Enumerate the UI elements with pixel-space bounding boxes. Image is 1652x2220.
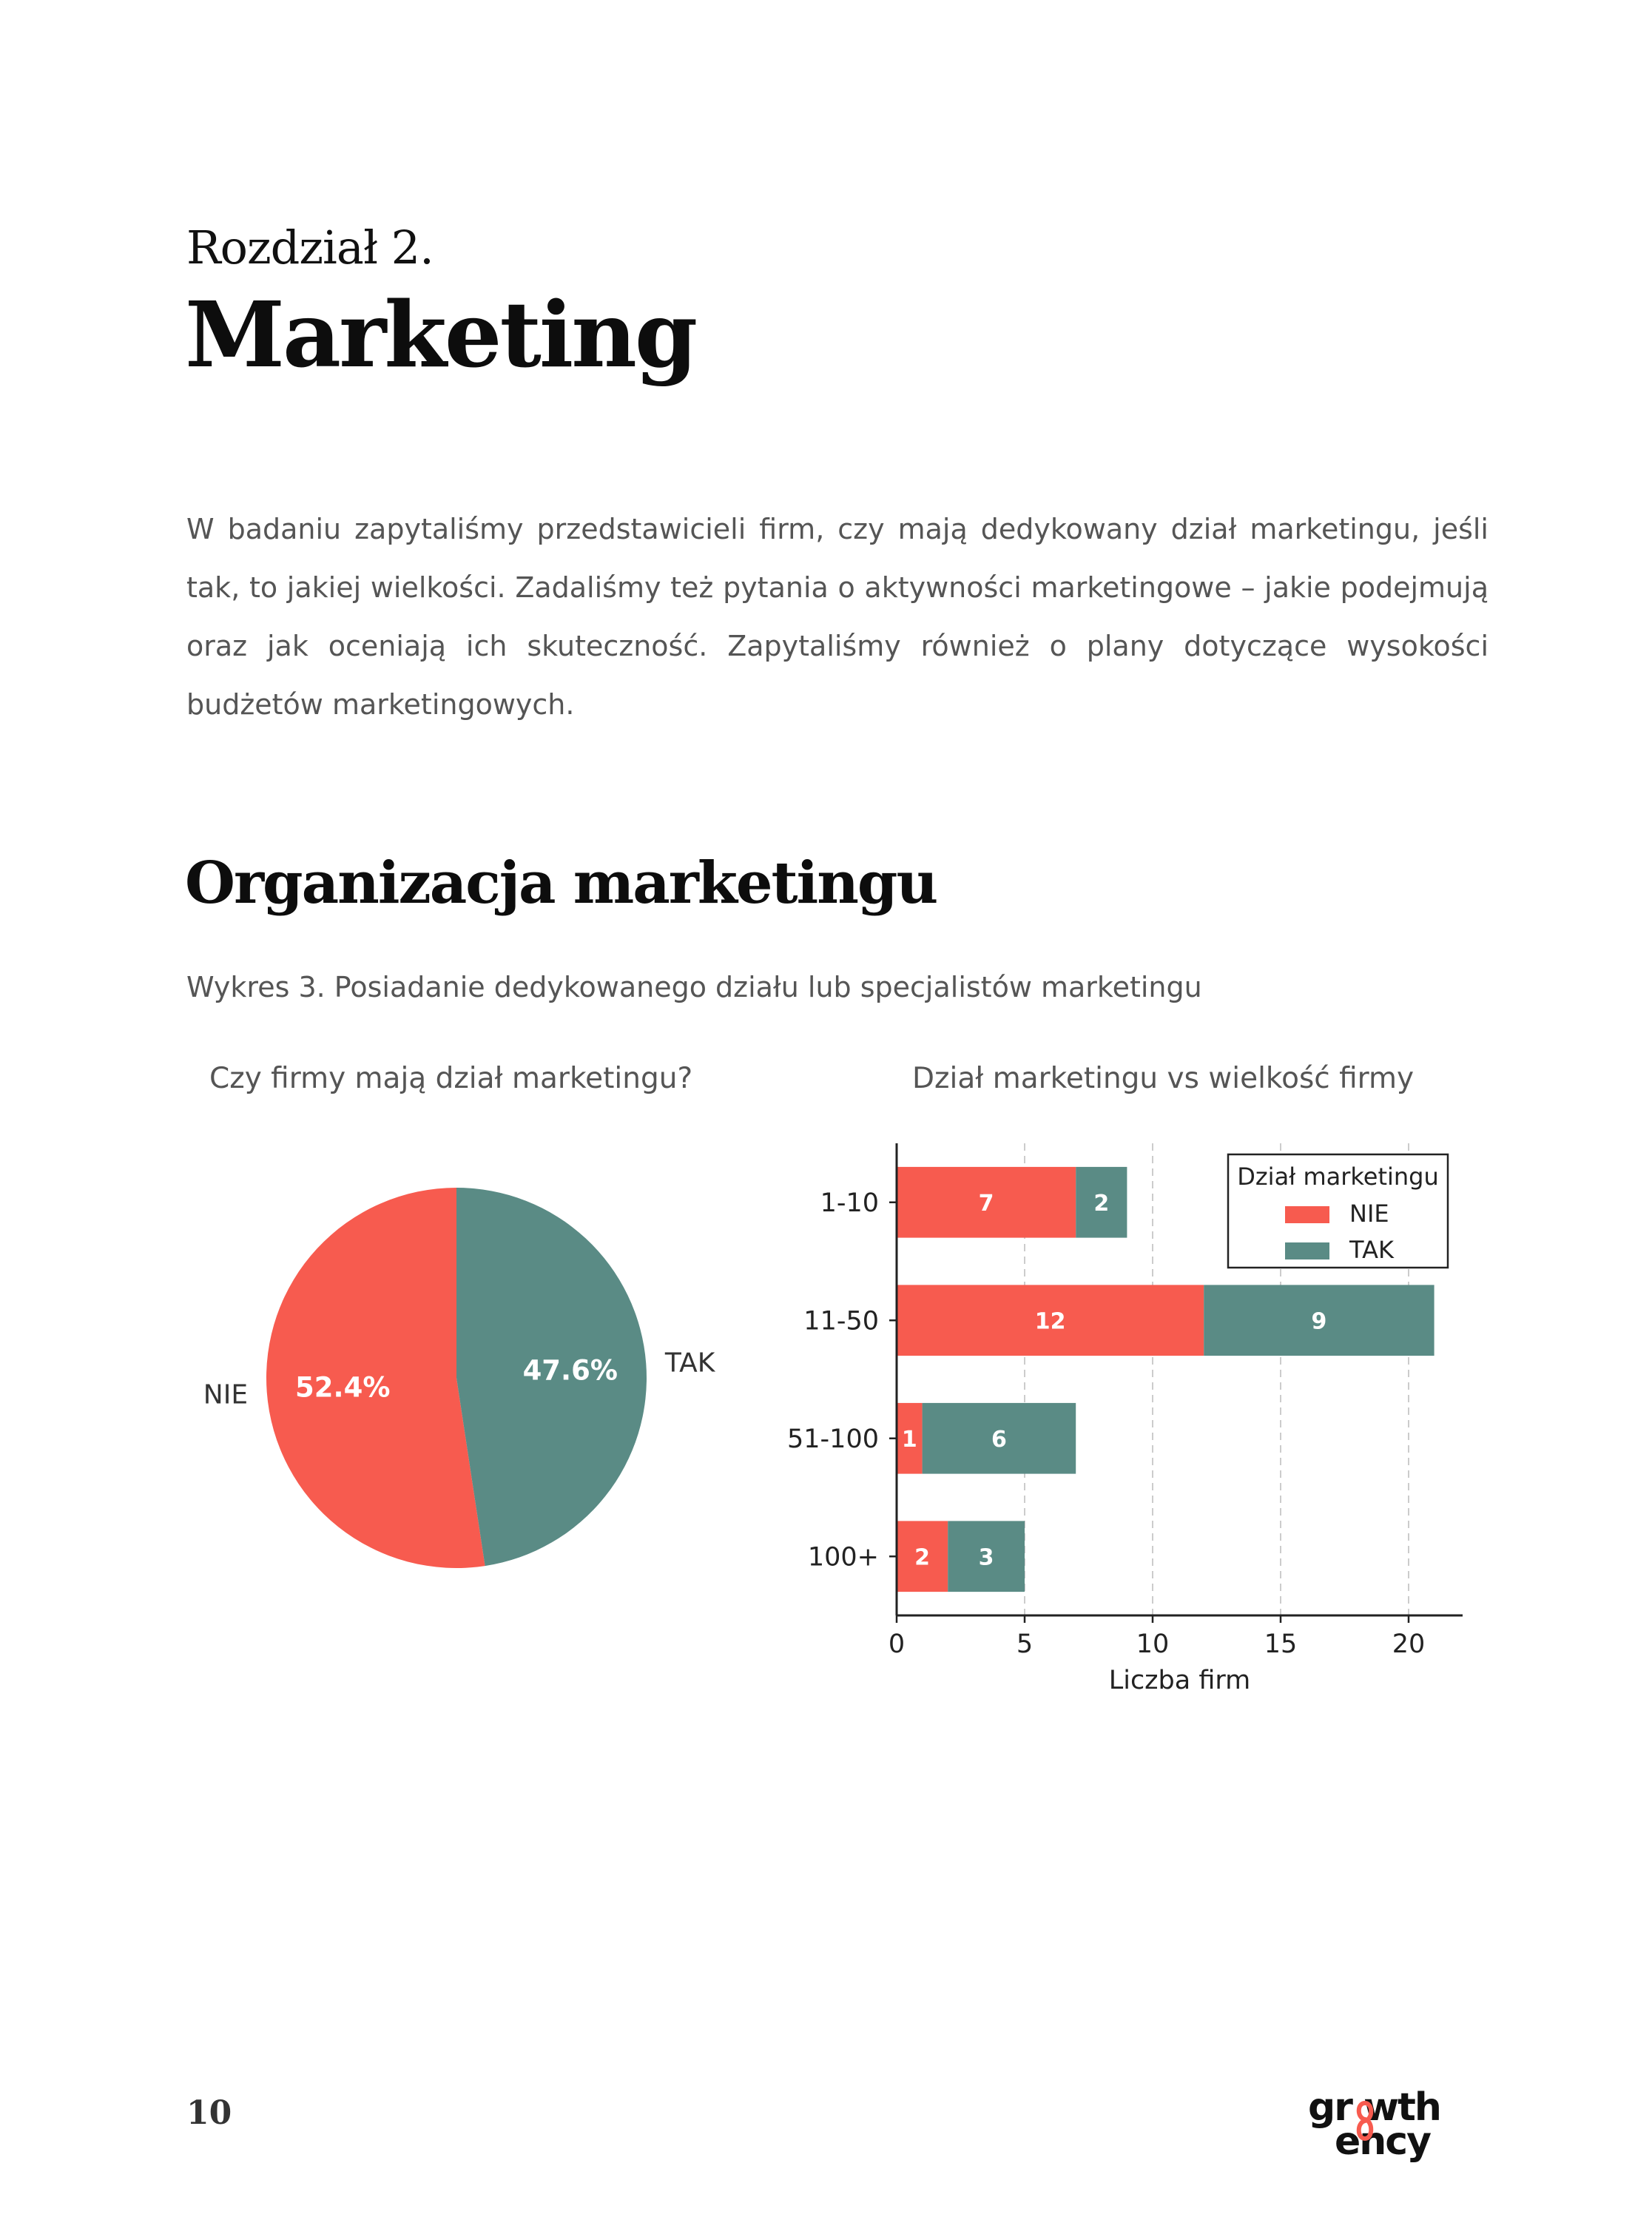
growth-agency-logo [1308,2085,1471,2164]
pie-chart-title: Czy firmy mają dział marketingu? [209,1062,693,1095]
figure-caption: Wykres 3. Posiadanie dedykowanego działu lub specjalistów marketingu [186,971,1202,1003]
y-tick-label: 11-50 [803,1306,879,1336]
section-title: Organizacja marketingu [185,850,937,917]
pie-value-label-nie: 52.4% [295,1371,391,1404]
chapter-label: Rozdział 2. [186,221,434,275]
bar-chart-title: Dział marketingu vs wielkość firmy [912,1062,1415,1095]
legend-label-tak: TAK [1349,1236,1394,1264]
bar-value-label: 1 [901,1426,917,1453]
intro-paragraph: W badaniu zapytaliśmy przedstawicieli firm, czy mają dedykowany dział marketingu, jeśli tak, to jakiej wielkości. Zadaliśmy też pytania o aktywności marketingowe – jakie podejmują oraz jak oceniają ich skuteczność. Zapytaliśmy również o plany dotyczące wysokości budżetów marketingowych. [186,513,1489,721]
x-tick-label: 15 [1264,1629,1298,1659]
x-tick-label: 0 [888,1629,906,1659]
bar-value-label: 12 [1034,1308,1066,1335]
logo-line-2: ency [1335,2119,1431,2164]
legend-swatch-tak [1285,1242,1329,1259]
logo-line-1: gr wth [1308,2085,1440,2130]
x-tick-label: 20 [1392,1629,1426,1659]
x-axis-label: Liczba firm [1108,1666,1251,1695]
x-tick-label: 5 [1016,1629,1034,1659]
legend-title: Dział marketingu [1237,1163,1439,1191]
pie-category-label-tak: TAK [664,1348,715,1379]
pie-value-label-tak: 47.6% [522,1354,618,1387]
x-tick-label: 10 [1136,1629,1170,1659]
page-number: 10 [186,2094,232,2132]
y-tick-label: 100+ [807,1542,879,1572]
logo-loop-icon [1354,2100,1376,2142]
pie-category-label-nie: NIE [203,1379,249,1410]
bar-value-label: 3 [978,1544,994,1571]
bar-value-label: 6 [991,1426,1007,1453]
legend-label-nie: NIE [1349,1200,1389,1228]
legend [1228,1154,1448,1268]
chapter-title: Marketing [185,281,696,388]
bar-value-label: 2 [1093,1190,1110,1217]
bar-value-label: 9 [1311,1308,1327,1335]
bar-value-label: 2 [914,1544,931,1571]
y-tick-label: 51-100 [787,1424,879,1454]
bar-value-label: 7 [978,1190,994,1217]
y-tick-label: 1-10 [820,1188,879,1218]
legend-swatch-nie [1285,1206,1329,1223]
